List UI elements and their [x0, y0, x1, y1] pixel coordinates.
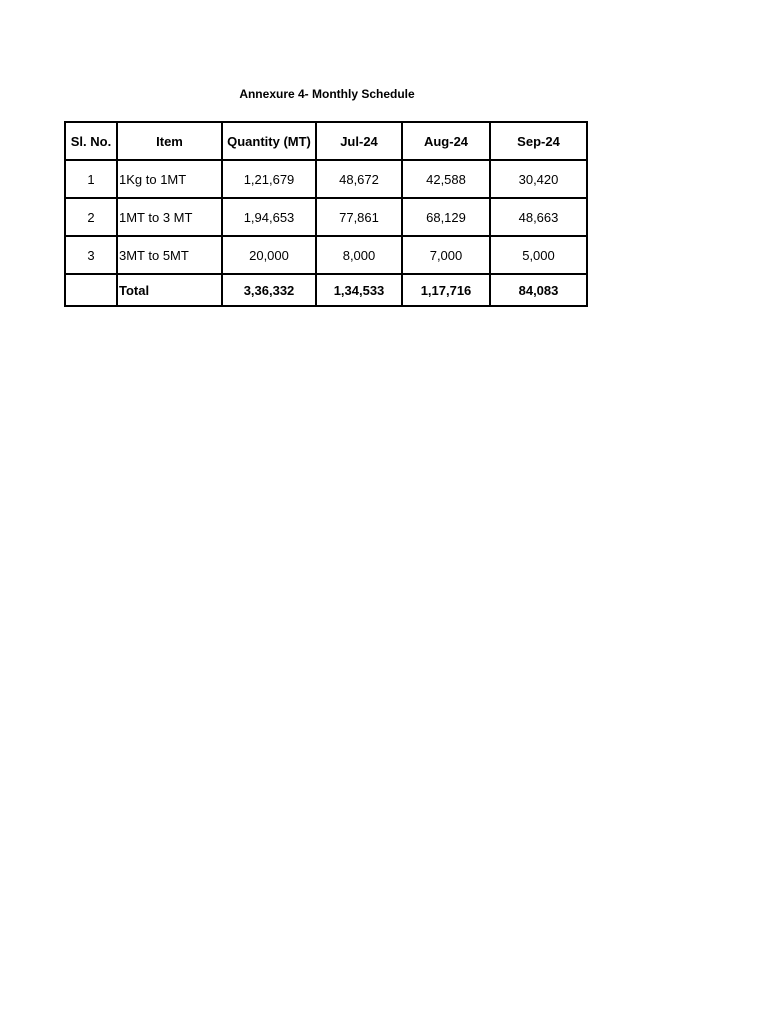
- cell-jul-24: 8,000: [316, 236, 402, 274]
- cell-aug-24: 7,000: [402, 236, 490, 274]
- total-jul-24: 1,34,533: [316, 274, 402, 306]
- table-row: [65, 160, 587, 198]
- cell-item: 1MT to 3 MT: [117, 198, 222, 236]
- cell-jul-24: 77,861: [316, 198, 402, 236]
- header-quantity: Quantity (MT): [222, 122, 316, 160]
- cell-quantity: 20,000: [222, 236, 316, 274]
- cell-sl-no: 3: [65, 236, 117, 274]
- cell-aug-24: 68,129: [402, 198, 490, 236]
- total-label: Total: [117, 274, 222, 306]
- table-row: [65, 198, 587, 236]
- header-jul-24: Jul-24: [316, 122, 402, 160]
- header-aug-24: Aug-24: [402, 122, 490, 160]
- cell-sep-24: 48,663: [490, 198, 587, 236]
- cell-sep-24: 30,420: [490, 160, 587, 198]
- cell-quantity: 1,21,679: [222, 160, 316, 198]
- cell-sl-no: 2: [65, 198, 117, 236]
- cell-sl-no: 1: [65, 160, 117, 198]
- header-sl-no: Sl. No.: [65, 122, 117, 160]
- total-quantity: 3,36,332: [222, 274, 316, 306]
- header-sep-24: Sep-24: [490, 122, 587, 160]
- table-total-row: [65, 274, 587, 306]
- page-title: Annexure 4- Monthly Schedule: [239, 87, 415, 101]
- table-header-row: [65, 122, 587, 160]
- cell-item: 3MT to 5MT: [117, 236, 222, 274]
- cell-sl-no-empty: [65, 274, 117, 306]
- cell-aug-24: 42,588: [402, 160, 490, 198]
- monthly-schedule-table: [64, 121, 588, 307]
- cell-sep-24: 5,000: [490, 236, 587, 274]
- cell-item: 1Kg to 1MT: [117, 160, 222, 198]
- total-aug-24: 1,17,716: [402, 274, 490, 306]
- cell-quantity: 1,94,653: [222, 198, 316, 236]
- total-sep-24: 84,083: [490, 274, 587, 306]
- table-row: [65, 236, 587, 274]
- cell-jul-24: 48,672: [316, 160, 402, 198]
- header-item: Item: [117, 122, 222, 160]
